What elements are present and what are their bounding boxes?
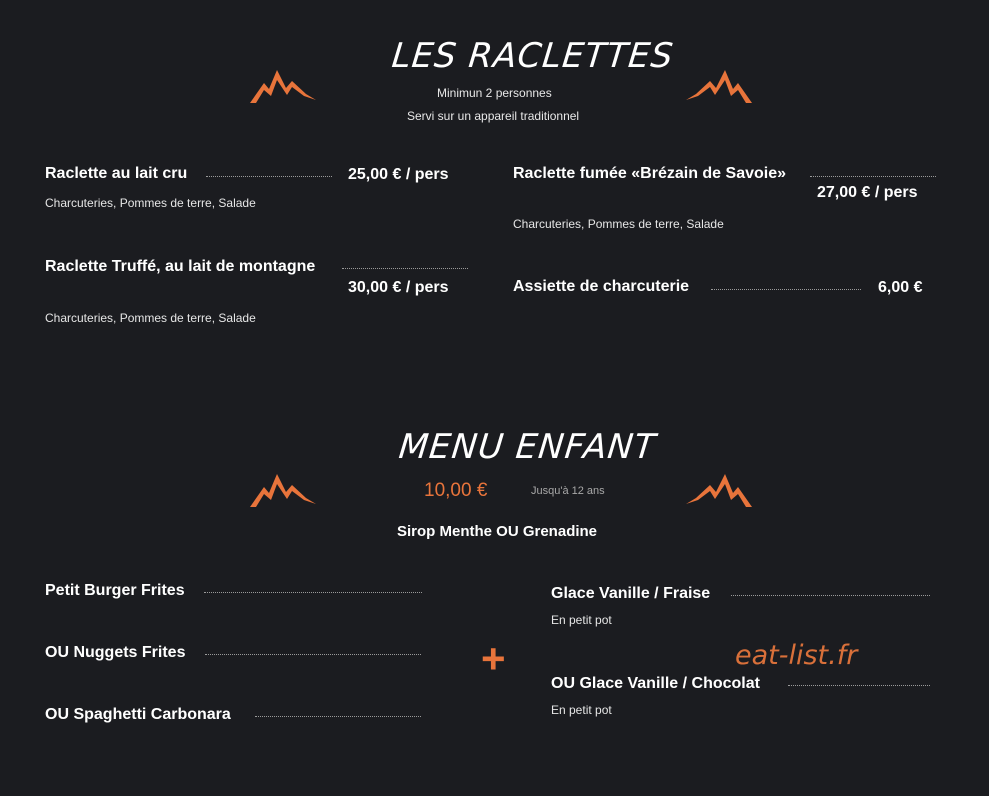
menu-enfant-drink: Sirop Menthe OU Grenadine	[397, 523, 598, 540]
dotted-leader	[342, 268, 468, 269]
mountain-icon	[686, 472, 752, 508]
dessert-vanille-fraise: Glace Vanille / Fraise	[551, 585, 711, 602]
dotted-leader	[205, 654, 421, 655]
assiette-charcuterie-price: 6,00 €	[878, 279, 923, 296]
mountain-icon	[686, 68, 752, 104]
raclette-truffe-name: Raclette Truffé, au lait de montagne	[45, 258, 316, 275]
assiette-charcuterie-name: Assiette de charcuterie	[513, 278, 690, 295]
main-burger: Petit Burger Frites	[45, 582, 185, 599]
watermark: eat-list.fr	[735, 640, 858, 671]
raclette-lait-cru-name: Raclette au lait cru	[45, 165, 188, 182]
dessert-vanille-chocolat-desc: En petit pot	[551, 703, 612, 717]
raclettes-subtitle-served: Servi sur un appareil traditionnel	[407, 109, 580, 123]
mountain-icon	[250, 472, 316, 508]
main-spaghetti: OU Spaghetti Carbonara	[45, 706, 231, 723]
raclette-truffe-desc: Charcuteries, Pommes de terre, Salade	[45, 311, 256, 325]
dotted-leader	[731, 595, 930, 596]
raclette-fumee-price: 27,00 € / pers	[817, 184, 918, 201]
dotted-leader	[255, 716, 421, 717]
plus-icon: +	[481, 635, 506, 682]
dessert-vanille-chocolat: OU Glace Vanille / Chocolat	[551, 675, 760, 692]
dotted-leader	[204, 592, 422, 593]
raclettes-title: LES RACLETTES	[389, 36, 676, 76]
dessert-vanille-fraise-desc: En petit pot	[551, 613, 612, 627]
menu-enfant-title: MENU ENFANT	[396, 427, 658, 467]
raclette-lait-cru-price: 25,00 € / pers	[348, 166, 449, 183]
dotted-leader	[711, 289, 861, 290]
main-nuggets: OU Nuggets Frites	[45, 644, 186, 661]
raclette-truffe-price: 30,00 € / pers	[348, 279, 449, 296]
dotted-leader	[788, 685, 930, 686]
raclette-lait-cru-desc: Charcuteries, Pommes de terre, Salade	[45, 196, 256, 210]
menu-enfant-age: Jusqu'à 12 ans	[531, 485, 605, 497]
dotted-leader	[810, 176, 936, 177]
mountain-icon	[250, 68, 316, 104]
raclette-fumee-desc: Charcuteries, Pommes de terre, Salade	[513, 217, 724, 231]
dotted-leader	[206, 176, 332, 177]
raclette-fumee-name: Raclette fumée «Brézain de Savoie»	[513, 165, 787, 182]
raclettes-subtitle-min: Minimun 2 personnes	[437, 86, 552, 100]
menu-enfant-price: 10,00 €	[424, 480, 488, 501]
